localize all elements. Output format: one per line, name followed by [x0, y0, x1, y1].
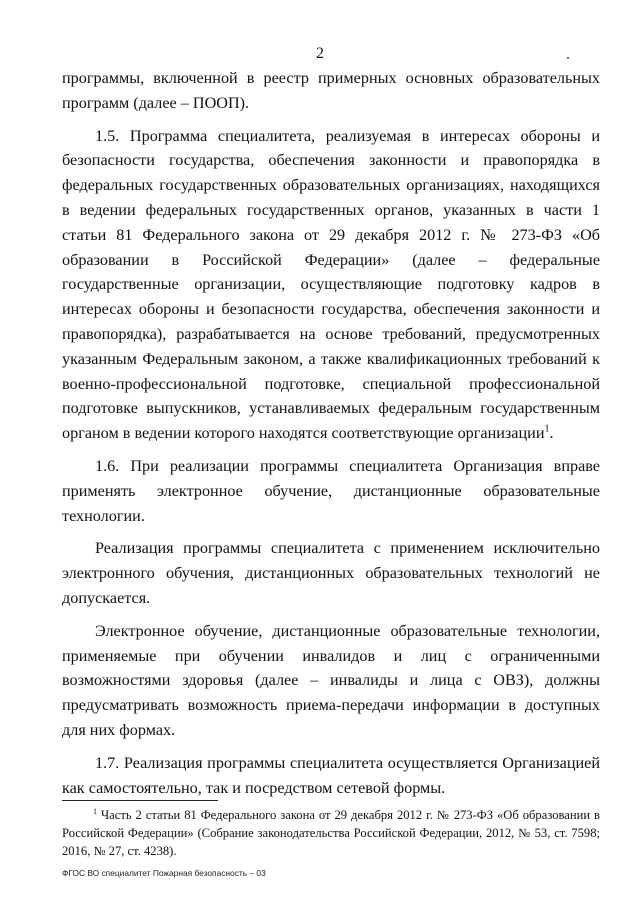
document-body: [62, 66, 600, 800]
paragraph-1-5: 1.5. Программа специалитета, реализуемая в интересах обороны и безопасности государства, обеспечения законности и правопорядка в федеральных государственных образовательных организациях, находящихся в ведении федеральных государственных органов, указанных в части 1 статьи 81 Федерального закона от 29 декабря 2012 г. № 273-ФЗ «Об образовании в Российской Федерации» (далее – федеральные государственные организации, осуществляющие подготовку кадров в интересах обороны и безопасности государства, обеспечения законности и правопорядка), разрабатывается на основе требований, предусмотренных указанным Федеральным законом, а также квалификационных требований к военно-профессиональной подготовке, специальной профессиональной подготовке выпускников, устанавливаемых федеральным государственным органом в ведении которого находятся соответствующие организации$^1$.: [62, 126, 600, 443]
paragraph-e-learning-restriction: Реализация программы специалитета с применением исключительно электронного обучения, дистанционных образовательных технологий не допускается.: [62, 539, 600, 607]
page-number: 2: [316, 45, 324, 62]
footnote-marker: 1: [93, 806, 97, 816]
scan-speck: [567, 57, 569, 59]
footnote-text: Часть 2 статьи 81 Федерального закона от 29 декабря 2012 г. № 273-ФЗ «Об образовании в Российской Федерации» (Собрание законодательства Российской Федерации, 2012, № 53, ст. 7598; 2016, № 27, ст. 4238).: [62, 808, 600, 858]
paragraph-1-7: 1.7. Реализация программы специалитета осуществляется Организацией как самостоятельно, так и посредством сетевой формы.: [62, 753, 600, 797]
paragraph-1-6: 1.6. При реализации программы специалитета Организация вправе применять электронное обучение, дистанционные образовательные технологии.: [62, 456, 600, 525]
document-footer: ФГОС ВО специалитет Пожарная безопасность – 03: [62, 868, 266, 878]
paragraph-ovz-learning: Электронное обучение, дистанционные образовательные технологии, применяемые при обучении инвалидов и лиц с ограниченными возможностями здоровья (далее – инвалиды и лица с ОВЗ), должны предусматривать возможность приема-передачи информации в доступных для них формах.: [62, 621, 600, 739]
footnote-divider: [62, 800, 218, 801]
paragraph-continuation: программы, включенной в реестр примерных основных образовательных программ (далее – ПООП).: [62, 69, 600, 112]
footnote-reference[interactable]: 1: [544, 423, 550, 435]
paragraph-1-5-text: 1.5. Программа специалитета, реализуемая в интересах обороны и безопасности государства, обеспечения законности и правопорядка в федеральных государственных образовательных организациях, находящихся в ведении федеральных государственных органов, указанных в части 1 статьи 81 Федерального закона от 29 декабря 2012 г. № 273-ФЗ «Об образовании в Российской Федерации» (далее – федеральные государственные организации, осуществляющие подготовку кадров в интересах обороны и безопасности государства, обеспечения законности и правопорядка), разрабатывается на основе требований, предусмотренных указанным Федеральным законом, а также квалификационных требований к военно-профессиональной подготовке, специальной профессиональной подготовке выпускников, устанавливаемых федеральным государственным органом в ведении которого находятся соответствующие организации: [62, 126, 600, 443]
footnote: [62, 806, 600, 860]
